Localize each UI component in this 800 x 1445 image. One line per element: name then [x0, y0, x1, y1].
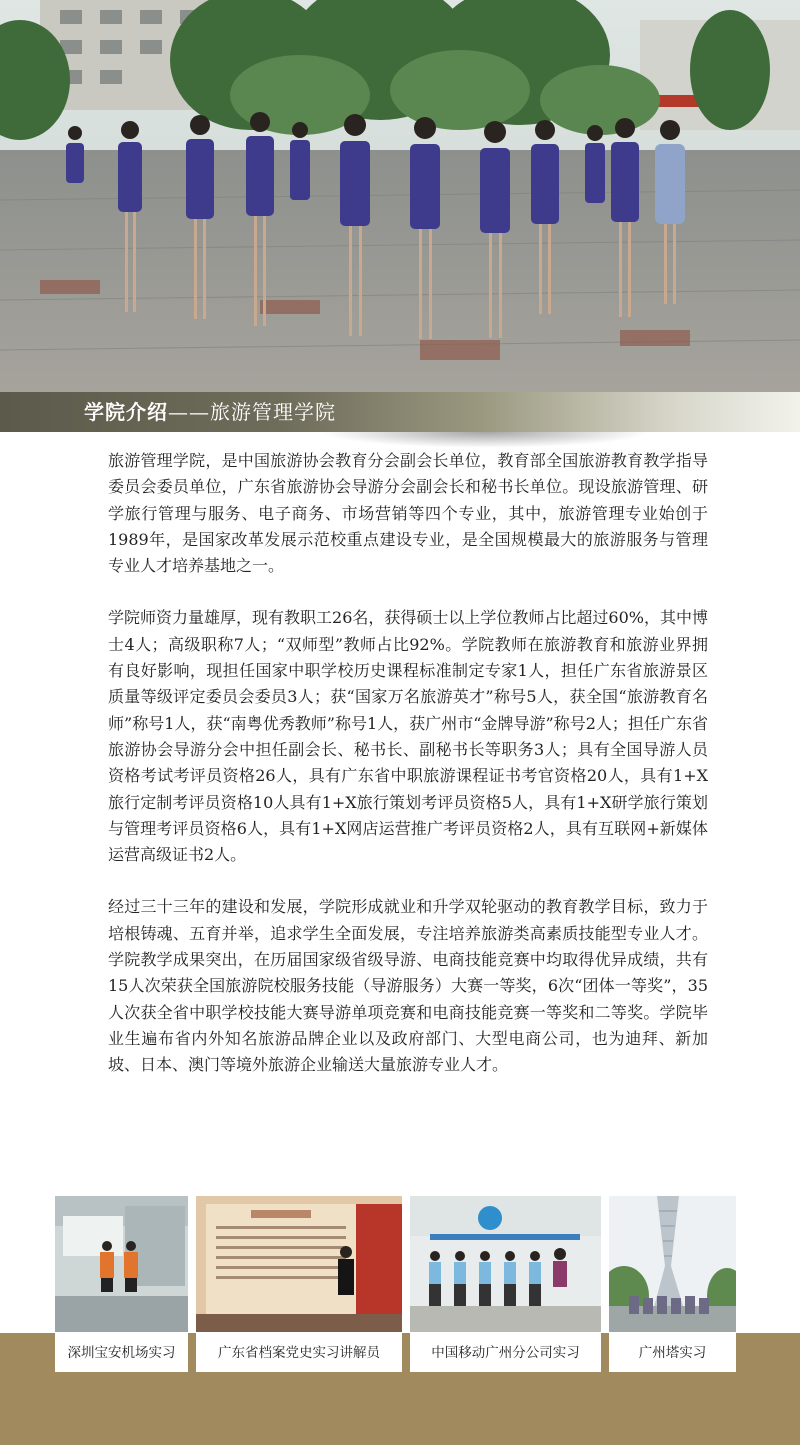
- hero-photo: [0, 0, 800, 392]
- china-mobile-photo: [410, 1196, 601, 1332]
- airport-internship-photo: [55, 1196, 188, 1332]
- gallery-caption-3: 中国移动广州分公司实习: [431, 1345, 580, 1361]
- section-title-main: 学院介绍: [84, 400, 168, 424]
- section-title-dash: ——: [168, 400, 210, 424]
- gallery-card-mobile: [410, 1196, 601, 1372]
- gallery-card-archive: [196, 1196, 402, 1372]
- section-title-sub: 旅游管理学院: [210, 400, 336, 424]
- archive-guide-photo: [196, 1196, 402, 1332]
- gallery-caption-1: 深圳宝安机场实习: [67, 1345, 176, 1361]
- gallery-caption-2: 广东省档案党史实习讲解员: [218, 1345, 380, 1361]
- gallery-card-airport: [55, 1196, 188, 1372]
- canton-tower-photo: [609, 1196, 736, 1332]
- intro-paragraph-1: 旅游管理学院，是中国旅游协会教育分会副会长单位，教育部全国旅游教育教学指导委员会委员单位，广东省旅游协会导游分会副会长和秘书长单位。现设旅游管理、研学旅行管理与服务、电子商务、市场营销等四个专业，其中，旅游管理专业始创于1989年，是国家改革发展示范校重点建设专业，是全国规模最大的旅游服务与管理专业人才培养基地之一。: [108, 451, 708, 576]
- intro-text: [108, 448, 708, 1105]
- gallery-card-tower: [609, 1196, 736, 1372]
- gallery-caption-4: 广州塔实习: [638, 1345, 707, 1361]
- section-title: [84, 398, 336, 426]
- header-shadow: [320, 432, 650, 448]
- intro-paragraph-3: 经过三十三年的建设和发展，学院形成就业和升学双轮驱动的教育教学目标，致力于培根铸魂、五育并举，追求学生全面发展，专注培养旅游类高素质技能型专业人才。学院教学成果突出，在历届国家级省级导游、电商技能竞赛中均取得优异成绩，共有15人次荣获全国旅游院校服务技能（导游服务）大赛一等奖，6次“团体一等奖”，35人次获全省中职学校技能大赛导游单项竞赛和电商技能竞赛一等奖和二等奖。学院毕业生遍布省内外知名旅游品牌企业以及政府部门、大型电商公司，也为迪拜、新加坡、日本、澳门等境外旅游企业输送大量旅游专业人才。: [108, 897, 708, 1075]
- intro-paragraph-2: 学院师资力量雄厚，现有教职工26名，获得硕士以上学位教师占比超过60%，其中博士4人；高级职称7人；“双师型”教师占比92%。学院教师在旅游教育和旅游业界拥有良好影响，现担任国家中职学校历史课程标准制定专家1人，担任广东省旅游景区质量等级评定委员会委员3人；获“国家万名旅游英才”称号5人，获全国“旅游教育名师”称号1人，获“南粤优秀教师”称号1人，获广州市“金牌导游”称号2人；担任广东省旅游协会导游分会中担任副会长、秘书长、副秘书长等职务3人；具有全国导游人员资格考试考评员资格26人，具有广东省中职旅游课程证书考官资格20人，具有1+X旅行定制考评员资格10人具有1+X旅行策划考评员资格5人，具有1+X研学旅行策划与管理考评员资格6人，具有1+X网店运营推广考评员资格2人，具有互联网+新媒体运营高级证书2人。: [108, 608, 708, 865]
